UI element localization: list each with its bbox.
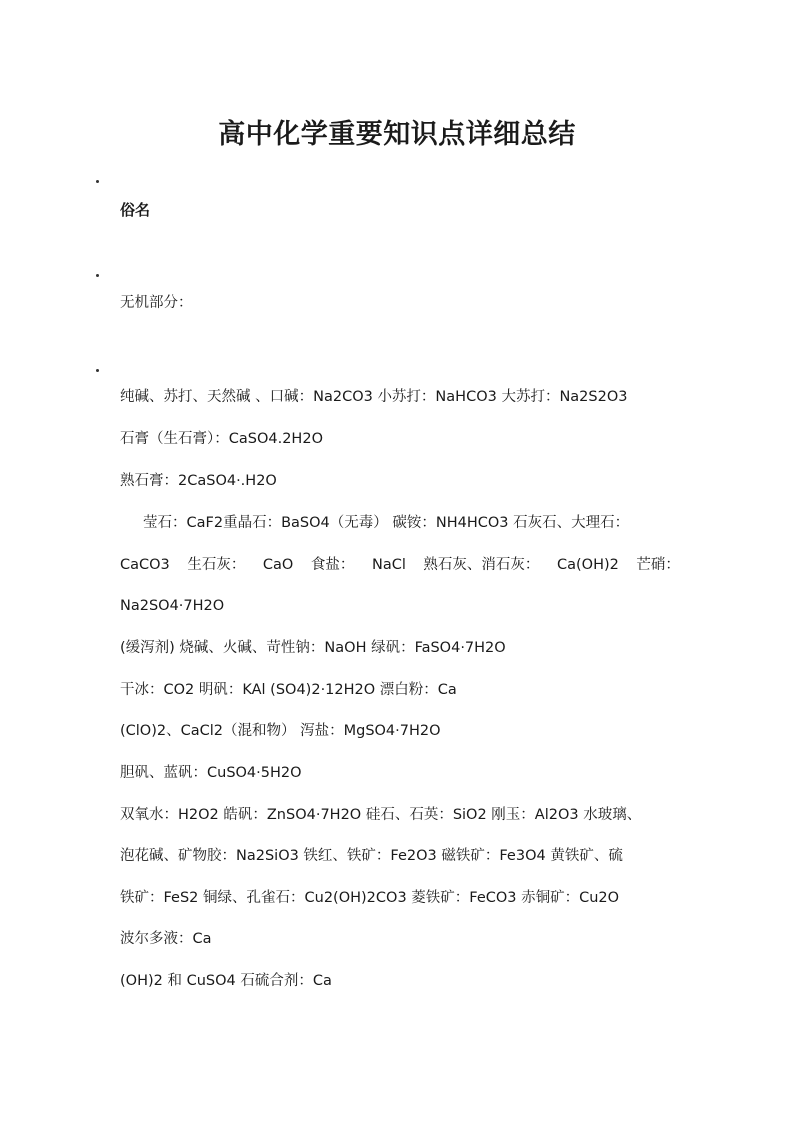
text-line: 泡花碱、矿物胶：Na2SiO3 铁红、铁矿：Fe2O3 磁铁矿：Fe3O4 黄铁矿、硫: [120, 848, 623, 864]
subsection-label: 无机部分：: [120, 295, 193, 311]
text-fragment: 食盐：: [310, 557, 355, 573]
text-line: (ClO)2、CaCl2（混和物） 泻盐：MgSO4·7H2O: [120, 723, 441, 739]
bullet-dot: [96, 369, 99, 372]
text-fragment: 芒硝：: [636, 557, 680, 573]
text-line: 双氧水：H2O2 皓矾：ZnSO4·7H2O 硅石、石英：SiO2 刚玉：Al2O3 水玻璃、: [120, 807, 642, 823]
text-line: 莹石：CaF2重晶石：BaSO4（无毒） 碳铵：NH4HCO3 石灰石、大理石：: [143, 515, 630, 531]
text-line: (缓泻剂) 烧碱、火碱、苛性钠：NaOH 绿矾：FaSO4·7H2O: [120, 640, 506, 656]
text-fragment: 生石灰：: [187, 557, 246, 573]
text-line: 纯碱、苏打、天然碱 、口碱：Na2CO3 小苏打：NaHCO3 大苏打：Na2S2O3: [120, 389, 628, 405]
document-title: 高中化学重要知识点详细总结: [218, 119, 576, 150]
text-fragment: NaCl: [371, 557, 406, 573]
section-heading: 俗名: [120, 201, 151, 219]
text-line-justified: [120, 555, 680, 575]
text-line: 干冰：CO2 明矾：KAl (SO4)2·12H2O 漂白粉：Ca: [120, 682, 457, 698]
text-line: 波尔多液：Ca: [120, 931, 212, 947]
bullet-dot: [96, 274, 99, 277]
text-line: (OH)2 和 CuSO4 石硫合剂：Ca: [120, 973, 332, 989]
text-line: 胆矾、蓝矾：CuSO4·5H2O: [120, 765, 302, 781]
bullet-dot: [96, 180, 99, 183]
text-line: 铁矿：FeS2 铜绿、孔雀石：Cu2(OH)2CO3 菱铁矿：FeCO3 赤铜矿：Cu2O: [120, 890, 620, 906]
text-fragment: CaO: [262, 557, 294, 573]
text-line: 熟石膏：2CaSO4·.H2O: [120, 473, 277, 489]
text-line: Na2SO4·7H2O: [120, 598, 225, 614]
text-line: 石膏（生石膏）：CaSO4.2H2O: [120, 431, 323, 447]
text-fragment: CaCO3: [120, 557, 170, 573]
text-fragment: 熟石灰、消石灰：: [423, 557, 540, 573]
text-fragment: Ca(OH)2: [556, 557, 619, 573]
